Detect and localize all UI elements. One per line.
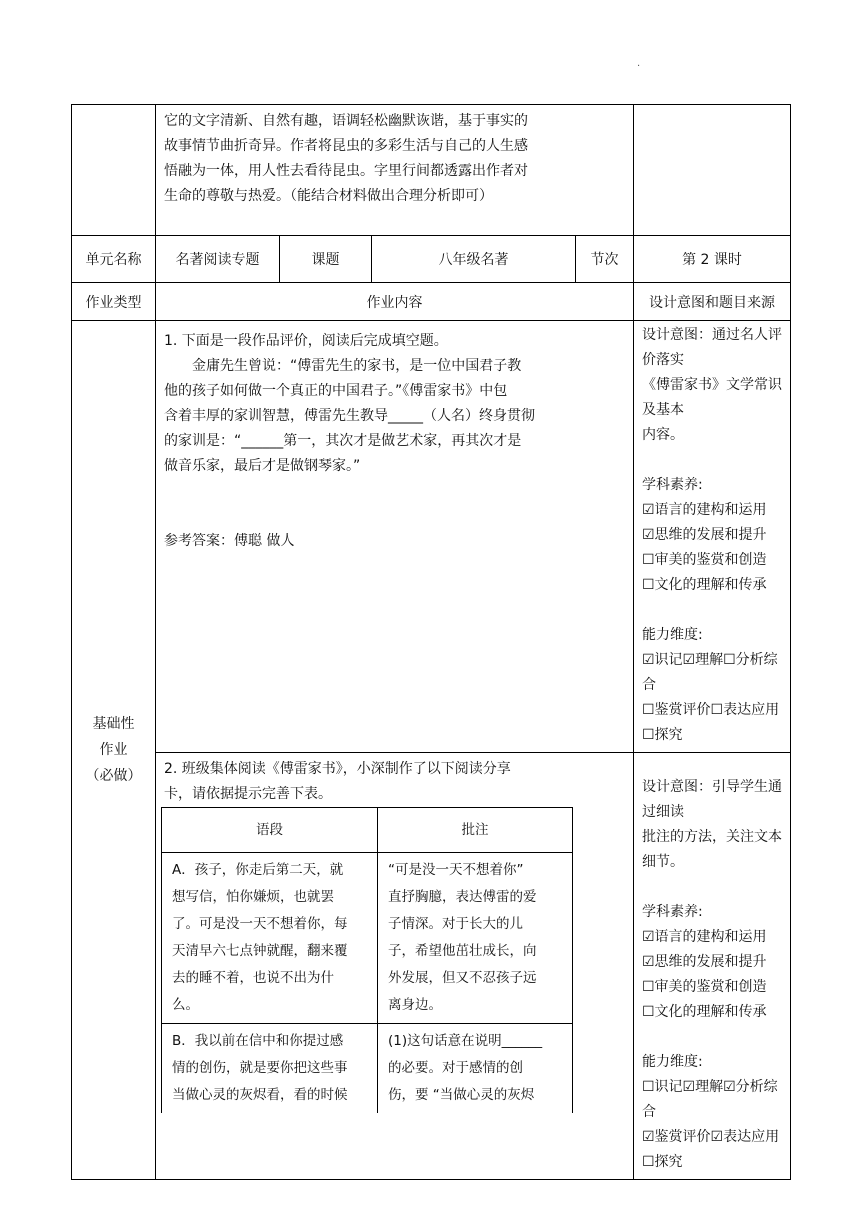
top-line: 悟融为一体，用人性去看待昆虫。字里行间都透露出作者对: [164, 163, 528, 179]
question-1-line: 含着丰厚的家训智慧，傅雷先生教导_____（人名）终身贯彻: [164, 408, 535, 424]
top-line: 生命的尊敬与热爱。（能结合材料做出合理分析即可）: [164, 188, 493, 204]
design-1-ability-item: ☑识记☑理解☐分析综合: [642, 652, 778, 693]
row-a-passage-line: 了。可是没一天不想着你，每: [172, 916, 348, 932]
design-1-literacy-item: ☑语言的建构和运用: [642, 502, 767, 518]
row-a-note-line: 外发展，但又不忍孩子远: [388, 970, 537, 986]
top-line: 它的文字清新、自然有趣，语调轻松幽默诙谐，基于事实的: [164, 113, 528, 129]
design-2-intent: 设计意图：引导学生通过细读: [642, 779, 782, 820]
category-line: 基础性: [92, 716, 135, 732]
row-a-passage-line: A．孩子，你走后第二天，就: [172, 862, 344, 878]
design-2-literacy-title: 学科素养:: [642, 904, 703, 920]
reading-card-col-a: 语段: [162, 808, 378, 853]
row-a-passage-line: 去的睡不着，也说不出为什: [172, 970, 334, 986]
topic-value: 八年级名著: [372, 236, 576, 283]
question-2-title: 卡，请依据提示完善下表。: [164, 786, 332, 802]
question-1-line: 他的孩子如何做一个真正的中国君子。”《傅雷家书》中包: [164, 383, 508, 399]
design-2-intent: 批注的方法，关注文本细节。: [642, 829, 782, 870]
row-a-note: [378, 853, 573, 1024]
design-1-intent: 设计意图：通过名人评价落实: [642, 327, 782, 368]
row-a-passage-line: 天清早六七点钟就醒，翻来覆: [172, 943, 348, 959]
col-design-header: 设计意图和题目来源: [634, 283, 791, 321]
row-b-note-line: 的必要。对于感情的创: [388, 1060, 523, 1076]
assignment-table: [71, 104, 791, 1180]
col-type-header: 作业类型: [72, 283, 156, 321]
question-1-title: 1. 下面是一段作品评价，阅读后完成填空题。: [164, 333, 448, 349]
design-1-intent: 《傅雷家书》文学常识及基本: [642, 377, 782, 418]
question-1-line: 金庸先生曾说：“傅雷先生的家书，是一位中国君子教: [192, 358, 522, 374]
row-b-passage: [162, 1024, 378, 1114]
row-a-note-line: 直抒胸臆，表达傅雷的爱: [388, 889, 537, 905]
reading-card-col-b: 批注: [378, 808, 573, 853]
design-1-literacy-item: ☐审美的鉴赏和创造: [642, 552, 767, 568]
question-2-title: 2. 班级集体阅读《傅雷家书》，小深制作了以下阅读分享: [164, 761, 511, 777]
question-1: [156, 321, 634, 753]
page-dot: .: [637, 58, 641, 69]
row-a-note-line: “可是没一天不想着你”: [388, 862, 524, 878]
top-design-empty-cell: [634, 105, 791, 236]
top-continuation-text: [156, 105, 634, 236]
row-a-note-line: 子，希望他茁壮成长，向: [388, 943, 537, 959]
row-a-passage-line: 想写信，怕你嫌烦，也就罢: [172, 889, 334, 905]
top-empty-cell: [72, 105, 156, 236]
row-a-passage-line: 么。: [172, 997, 199, 1013]
top-line: 故事情节曲折奇异。作者将昆虫的多彩生活与自己的人生感: [164, 138, 528, 154]
row-a-note-line: 离身边。: [388, 997, 442, 1013]
design-2-ability-title: 能力维度:: [642, 1054, 703, 1070]
period-value: 第 2 课时: [634, 236, 791, 283]
unit-label: 单元名称: [72, 236, 156, 283]
row-b-note-line: 伤，要 “当做心灵的灰烬: [388, 1087, 535, 1103]
design-1-literacy-item: ☐文化的理解和传承: [642, 577, 767, 593]
design-1-ability-title: 能力维度:: [642, 627, 703, 643]
design-2-ability-item: ☑鉴赏评价☑表达应用☐探究: [642, 1129, 780, 1170]
design-1-literacy-title: 学科素养:: [642, 477, 703, 493]
category-cell: [72, 321, 156, 1180]
reading-card-table: [161, 807, 573, 1113]
design-2-literacy-item: ☐审美的鉴赏和创造: [642, 979, 767, 995]
question-1-line: 的家训是：“______第一，其次才是做艺术家，再其次才是: [164, 433, 522, 449]
question-2: [156, 753, 634, 1180]
row-b-passage-line: 当做心灵的灰烬看，看的时候: [172, 1087, 348, 1103]
design-2-literacy-item: ☐文化的理解和传承: [642, 1004, 767, 1020]
design-1: [634, 321, 791, 753]
row-b-note: [378, 1024, 573, 1114]
col-content-header: 作业内容: [156, 283, 634, 321]
category-line: （必做）: [85, 768, 142, 784]
row-b-note-line: (1)这句话意在说明______: [388, 1033, 543, 1049]
design-2-ability-item: ☐识记☑理解☑分析综合: [642, 1079, 778, 1120]
row-b-passage-line: 情的创伤，就是要你把这些事: [172, 1060, 348, 1076]
question-1-line: 做音乐家，最后才是做钢琴家。”: [164, 458, 361, 474]
design-1-literacy-item: ☑思维的发展和提升: [642, 527, 767, 543]
design-1-ability-item: ☐鉴赏评价☐表达应用☐探究: [642, 702, 780, 743]
topic-label: 课题: [280, 236, 372, 283]
design-2: [634, 753, 791, 1180]
question-1-answer: 参考答案：傅聪 做人: [164, 533, 295, 549]
design-2-literacy-item: ☑思维的发展和提升: [642, 954, 767, 970]
category-line: 作业: [99, 742, 128, 758]
design-1-intent: 内容。: [642, 427, 684, 443]
unit-value: 名著阅读专题: [156, 236, 280, 283]
row-b-passage-line: B．我以前在信中和你提过感: [172, 1033, 344, 1049]
row-a-note-line: 子情深。对于长大的儿: [388, 916, 523, 932]
row-a-passage: [162, 853, 378, 1024]
design-2-literacy-item: ☑语言的建构和运用: [642, 929, 767, 945]
period-label: 节次: [576, 236, 634, 283]
